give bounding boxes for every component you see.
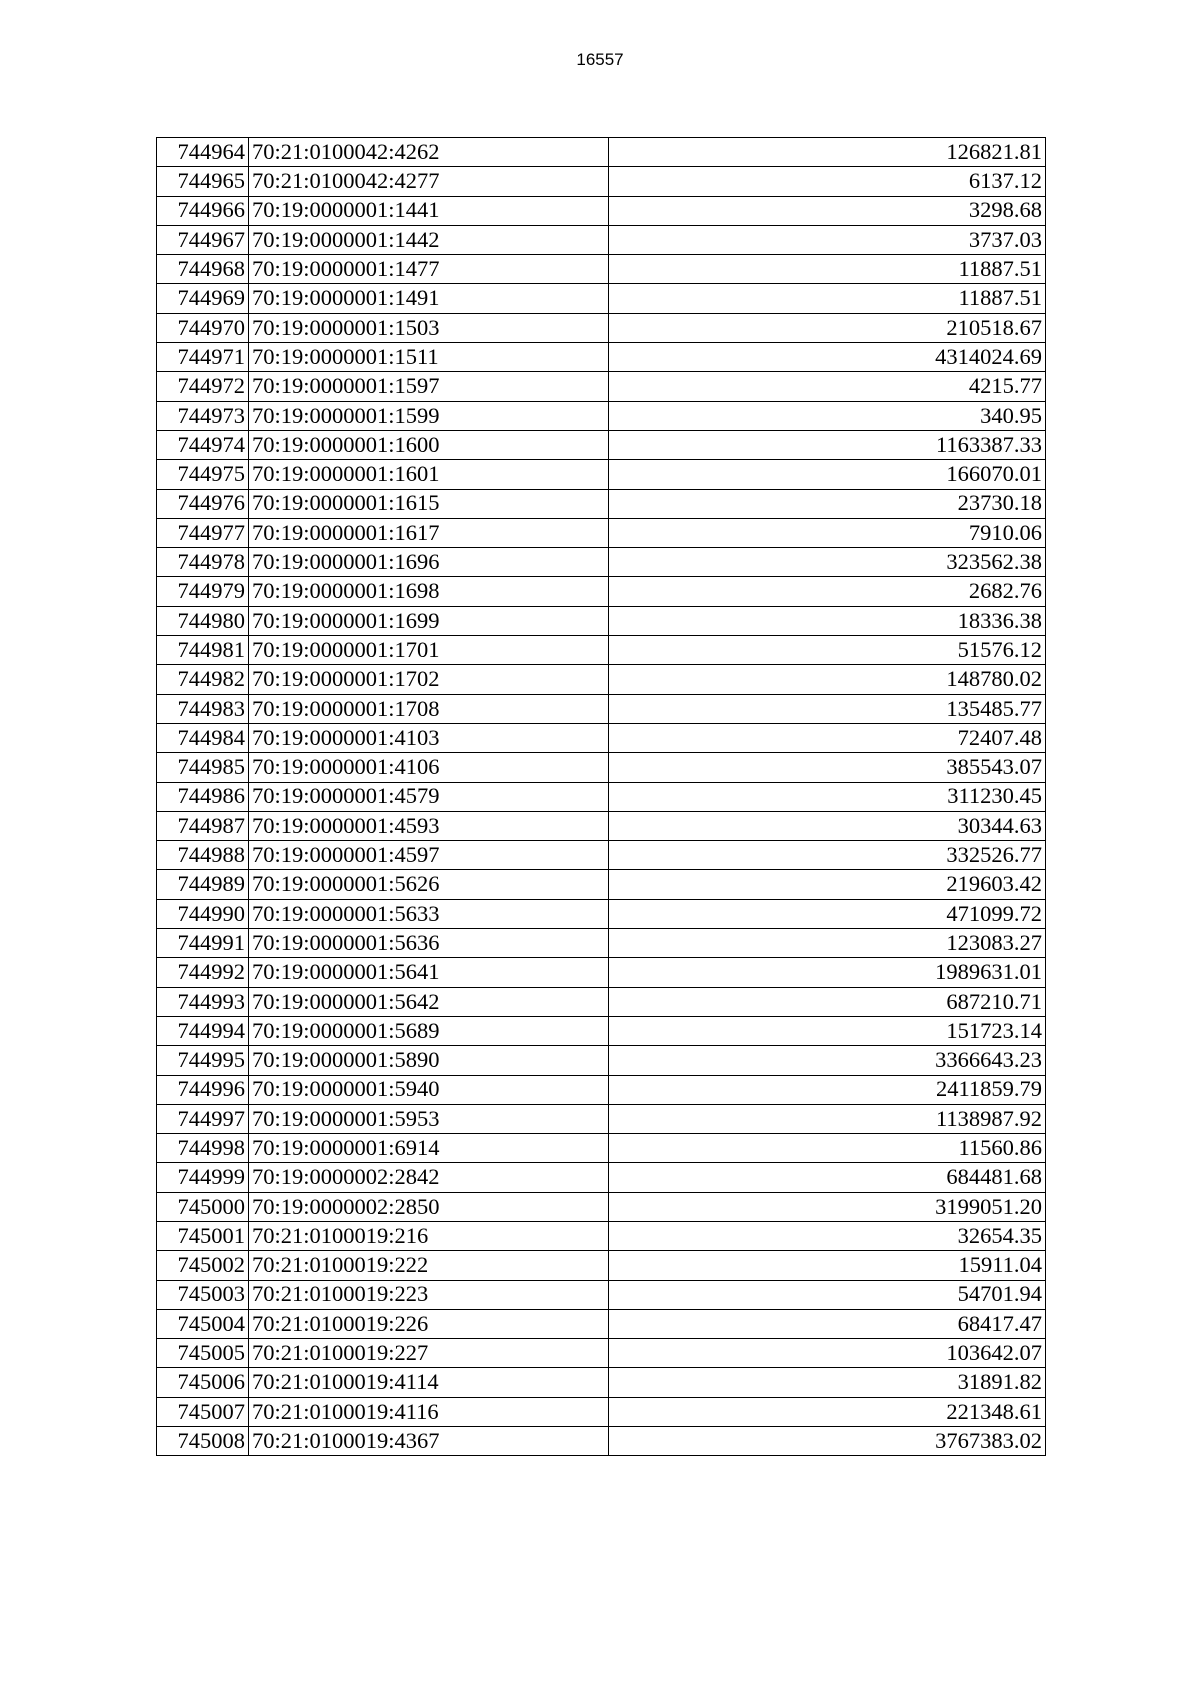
- row-number-cell: 745003: [157, 1280, 249, 1309]
- cadastral-number-cell: 70:21:0100019:227: [249, 1339, 609, 1368]
- cadastral-value-cell: 4215.77: [609, 372, 1046, 401]
- row-number-cell: 744999: [157, 1163, 249, 1192]
- table-row: [157, 1280, 1046, 1309]
- table-row: [157, 548, 1046, 577]
- cadastral-number-cell: 70:19:0000001:4579: [249, 782, 609, 811]
- table-row: [157, 1046, 1046, 1075]
- cadastral-number-cell: 70:21:0100019:223: [249, 1280, 609, 1309]
- cadastral-value-cell: 15911.04: [609, 1251, 1046, 1280]
- row-number-cell: 744980: [157, 606, 249, 635]
- table-row: [157, 1309, 1046, 1338]
- cadastral-value-cell: 103642.07: [609, 1339, 1046, 1368]
- page-number: 16557: [576, 50, 624, 69]
- row-number-cell: 745007: [157, 1397, 249, 1426]
- cadastral-value-cell: 23730.18: [609, 489, 1046, 518]
- table-row: [157, 372, 1046, 401]
- row-number-cell: 744982: [157, 665, 249, 694]
- cadastral-value-cell: 123083.27: [609, 929, 1046, 958]
- row-number-cell: 745001: [157, 1221, 249, 1250]
- cadastral-value-cell: 31891.82: [609, 1368, 1046, 1397]
- cadastral-number-cell: 70:19:0000001:4106: [249, 753, 609, 782]
- table-row: [157, 987, 1046, 1016]
- cadastral-value-cell: 51576.12: [609, 636, 1046, 665]
- cadastral-value-cell: 210518.67: [609, 313, 1046, 342]
- row-number-cell: 744989: [157, 870, 249, 899]
- cadastral-number-cell: 70:19:0000001:4103: [249, 723, 609, 752]
- cadastral-number-cell: 70:19:0000001:1441: [249, 196, 609, 225]
- table-row: [157, 753, 1046, 782]
- table-row: [157, 577, 1046, 606]
- cadastral-number-cell: 70:19:0000001:5633: [249, 899, 609, 928]
- cadastral-number-cell: 70:19:0000001:1696: [249, 548, 609, 577]
- row-number-cell: 744965: [157, 167, 249, 196]
- cadastral-value-cell: 6137.12: [609, 167, 1046, 196]
- cadastral-value-cell: 3298.68: [609, 196, 1046, 225]
- table-row: [157, 343, 1046, 372]
- table-row: [157, 1134, 1046, 1163]
- cadastral-number-cell: 70:19:0000001:5890: [249, 1046, 609, 1075]
- cadastral-value-cell: 221348.61: [609, 1397, 1046, 1426]
- row-number-cell: 744981: [157, 636, 249, 665]
- cadastral-value-cell: 11560.86: [609, 1134, 1046, 1163]
- cadastral-number-cell: 70:21:0100019:216: [249, 1221, 609, 1250]
- cadastral-number-cell: 70:19:0000001:5940: [249, 1075, 609, 1104]
- cadastral-value-cell: 311230.45: [609, 782, 1046, 811]
- cadastral-value-cell: 7910.06: [609, 518, 1046, 547]
- cadastral-value-cell: 332526.77: [609, 841, 1046, 870]
- table-row: [157, 1339, 1046, 1368]
- cadastral-value-cell: 219603.42: [609, 870, 1046, 899]
- cadastral-number-cell: 70:19:0000001:5953: [249, 1104, 609, 1133]
- row-number-cell: 744974: [157, 430, 249, 459]
- table-row: [157, 811, 1046, 840]
- cadastral-value-cell: 3737.03: [609, 225, 1046, 254]
- table-body: [157, 138, 1046, 1456]
- table-row: [157, 782, 1046, 811]
- table-row: [157, 489, 1046, 518]
- table-row: [157, 1163, 1046, 1192]
- cadastral-number-cell: 70:19:0000001:1615: [249, 489, 609, 518]
- row-number-cell: 744984: [157, 723, 249, 752]
- cadastral-number-cell: 70:19:0000001:1597: [249, 372, 609, 401]
- table-row: [157, 929, 1046, 958]
- row-number-cell: 744994: [157, 1016, 249, 1045]
- cadastral-value-cell: 126821.81: [609, 138, 1046, 167]
- cadastral-value-cell: 323562.38: [609, 548, 1046, 577]
- row-number-cell: 744987: [157, 811, 249, 840]
- cadastral-value-cell: 3767383.02: [609, 1427, 1046, 1456]
- row-number-cell: 745006: [157, 1368, 249, 1397]
- cadastral-value-cell: 68417.47: [609, 1309, 1046, 1338]
- row-number-cell: 744991: [157, 929, 249, 958]
- row-number-cell: 744996: [157, 1075, 249, 1104]
- cadastral-value-cell: 72407.48: [609, 723, 1046, 752]
- cadastral-value-cell: 18336.38: [609, 606, 1046, 635]
- cadastral-value-cell: 2411859.79: [609, 1075, 1046, 1104]
- table-row: [157, 313, 1046, 342]
- table-row: [157, 255, 1046, 284]
- cadastral-number-cell: 70:21:0100019:4114: [249, 1368, 609, 1397]
- cadastral-number-cell: 70:19:0000001:1503: [249, 313, 609, 342]
- cadastral-value-cell: 684481.68: [609, 1163, 1046, 1192]
- row-number-cell: 744964: [157, 138, 249, 167]
- cadastral-value-cell: 1163387.33: [609, 430, 1046, 459]
- row-number-cell: 744967: [157, 225, 249, 254]
- cadastral-value-cell: 385543.07: [609, 753, 1046, 782]
- cadastral-value-table: [156, 137, 1046, 1456]
- cadastral-number-cell: 70:19:0000001:5641: [249, 958, 609, 987]
- cadastral-number-cell: 70:19:0000001:1511: [249, 343, 609, 372]
- row-number-cell: 745002: [157, 1251, 249, 1280]
- row-number-cell: 744966: [157, 196, 249, 225]
- table-row: [157, 665, 1046, 694]
- cadastral-number-cell: 70:19:0000001:1477: [249, 255, 609, 284]
- cadastral-number-cell: 70:19:0000001:1702: [249, 665, 609, 694]
- table-row: [157, 460, 1046, 489]
- table-row: [157, 284, 1046, 313]
- row-number-cell: 744993: [157, 987, 249, 1016]
- table-row: [157, 1368, 1046, 1397]
- table-row: [157, 1104, 1046, 1133]
- row-number-cell: 744973: [157, 401, 249, 430]
- cadastral-value-cell: 3199051.20: [609, 1192, 1046, 1221]
- cadastral-value-cell: 1138987.92: [609, 1104, 1046, 1133]
- cadastral-value-cell: 4314024.69: [609, 343, 1046, 372]
- row-number-cell: 744975: [157, 460, 249, 489]
- cadastral-number-cell: 70:19:0000001:5689: [249, 1016, 609, 1045]
- cadastral-number-cell: 70:19:0000001:5636: [249, 929, 609, 958]
- cadastral-value-cell: 1989631.01: [609, 958, 1046, 987]
- cadastral-number-cell: 70:19:0000001:1699: [249, 606, 609, 635]
- table-row: [157, 1221, 1046, 1250]
- row-number-cell: 744983: [157, 694, 249, 723]
- row-number-cell: 744988: [157, 841, 249, 870]
- table-row: [157, 723, 1046, 752]
- table-row: [157, 1016, 1046, 1045]
- cadastral-value-cell: 32654.35: [609, 1221, 1046, 1250]
- row-number-cell: 744976: [157, 489, 249, 518]
- table-row: [157, 1397, 1046, 1426]
- cadastral-number-cell: 70:21:0100019:222: [249, 1251, 609, 1280]
- row-number-cell: 745005: [157, 1339, 249, 1368]
- cadastral-value-cell: 2682.76: [609, 577, 1046, 606]
- row-number-cell: 744985: [157, 753, 249, 782]
- cadastral-number-cell: 70:19:0000002:2842: [249, 1163, 609, 1192]
- cadastral-value-cell: 151723.14: [609, 1016, 1046, 1045]
- cadastral-number-cell: 70:21:0100019:4367: [249, 1427, 609, 1456]
- cadastral-value-cell: 166070.01: [609, 460, 1046, 489]
- table-row: [157, 899, 1046, 928]
- cadastral-value-cell: 11887.51: [609, 284, 1046, 313]
- row-number-cell: 745000: [157, 1192, 249, 1221]
- row-number-cell: 744979: [157, 577, 249, 606]
- row-number-cell: 744995: [157, 1046, 249, 1075]
- cadastral-value-cell: 135485.77: [609, 694, 1046, 723]
- cadastral-number-cell: 70:19:0000001:5626: [249, 870, 609, 899]
- cadastral-number-cell: 70:19:0000001:1491: [249, 284, 609, 313]
- cadastral-number-cell: 70:21:0100042:4277: [249, 167, 609, 196]
- row-number-cell: 744990: [157, 899, 249, 928]
- table-row: [157, 841, 1046, 870]
- cadastral-value-cell: 148780.02: [609, 665, 1046, 694]
- table-row: [157, 958, 1046, 987]
- row-number-cell: 744998: [157, 1134, 249, 1163]
- cadastral-number-cell: 70:19:0000001:4597: [249, 841, 609, 870]
- table-row: [157, 606, 1046, 635]
- cadastral-number-cell: 70:21:0100042:4262: [249, 138, 609, 167]
- table-row: [157, 167, 1046, 196]
- row-number-cell: 744986: [157, 782, 249, 811]
- cadastral-number-cell: 70:21:0100019:4116: [249, 1397, 609, 1426]
- table-row: [157, 1075, 1046, 1104]
- cadastral-value-cell: 11887.51: [609, 255, 1046, 284]
- cadastral-number-cell: 70:19:0000001:5642: [249, 987, 609, 1016]
- table-row: [157, 430, 1046, 459]
- cadastral-value-cell: 54701.94: [609, 1280, 1046, 1309]
- row-number-cell: 744969: [157, 284, 249, 313]
- cadastral-number-cell: 70:19:0000001:1617: [249, 518, 609, 547]
- cadastral-number-cell: 70:19:0000001:1600: [249, 430, 609, 459]
- row-number-cell: 744992: [157, 958, 249, 987]
- table-row: [157, 1251, 1046, 1280]
- row-number-cell: 744971: [157, 343, 249, 372]
- table-row: [157, 1192, 1046, 1221]
- cadastral-value-cell: 687210.71: [609, 987, 1046, 1016]
- table-row: [157, 138, 1046, 167]
- row-number-cell: 744978: [157, 548, 249, 577]
- row-number-cell: 745008: [157, 1427, 249, 1456]
- row-number-cell: 744968: [157, 255, 249, 284]
- row-number-cell: 744972: [157, 372, 249, 401]
- table-row: [157, 401, 1046, 430]
- cadastral-number-cell: 70:19:0000001:1698: [249, 577, 609, 606]
- table-row: [157, 870, 1046, 899]
- cadastral-number-cell: 70:19:0000002:2850: [249, 1192, 609, 1221]
- table-row: [157, 694, 1046, 723]
- cadastral-number-cell: 70:21:0100019:226: [249, 1309, 609, 1338]
- cadastral-number-cell: 70:19:0000001:1599: [249, 401, 609, 430]
- cadastral-number-cell: 70:19:0000001:1708: [249, 694, 609, 723]
- cadastral-value-cell: 30344.63: [609, 811, 1046, 840]
- cadastral-number-cell: 70:19:0000001:4593: [249, 811, 609, 840]
- cadastral-value-cell: 3366643.23: [609, 1046, 1046, 1075]
- table-row: [157, 636, 1046, 665]
- table-row: [157, 196, 1046, 225]
- cadastral-number-cell: 70:19:0000001:1442: [249, 225, 609, 254]
- cadastral-number-cell: 70:19:0000001:1701: [249, 636, 609, 665]
- row-number-cell: 744997: [157, 1104, 249, 1133]
- table-row: [157, 518, 1046, 547]
- cadastral-number-cell: 70:19:0000001:6914: [249, 1134, 609, 1163]
- table-row: [157, 1427, 1046, 1456]
- row-number-cell: 744977: [157, 518, 249, 547]
- cadastral-value-cell: 471099.72: [609, 899, 1046, 928]
- row-number-cell: 744970: [157, 313, 249, 342]
- cadastral-number-cell: 70:19:0000001:1601: [249, 460, 609, 489]
- row-number-cell: 745004: [157, 1309, 249, 1338]
- table-row: [157, 225, 1046, 254]
- cadastral-value-cell: 340.95: [609, 401, 1046, 430]
